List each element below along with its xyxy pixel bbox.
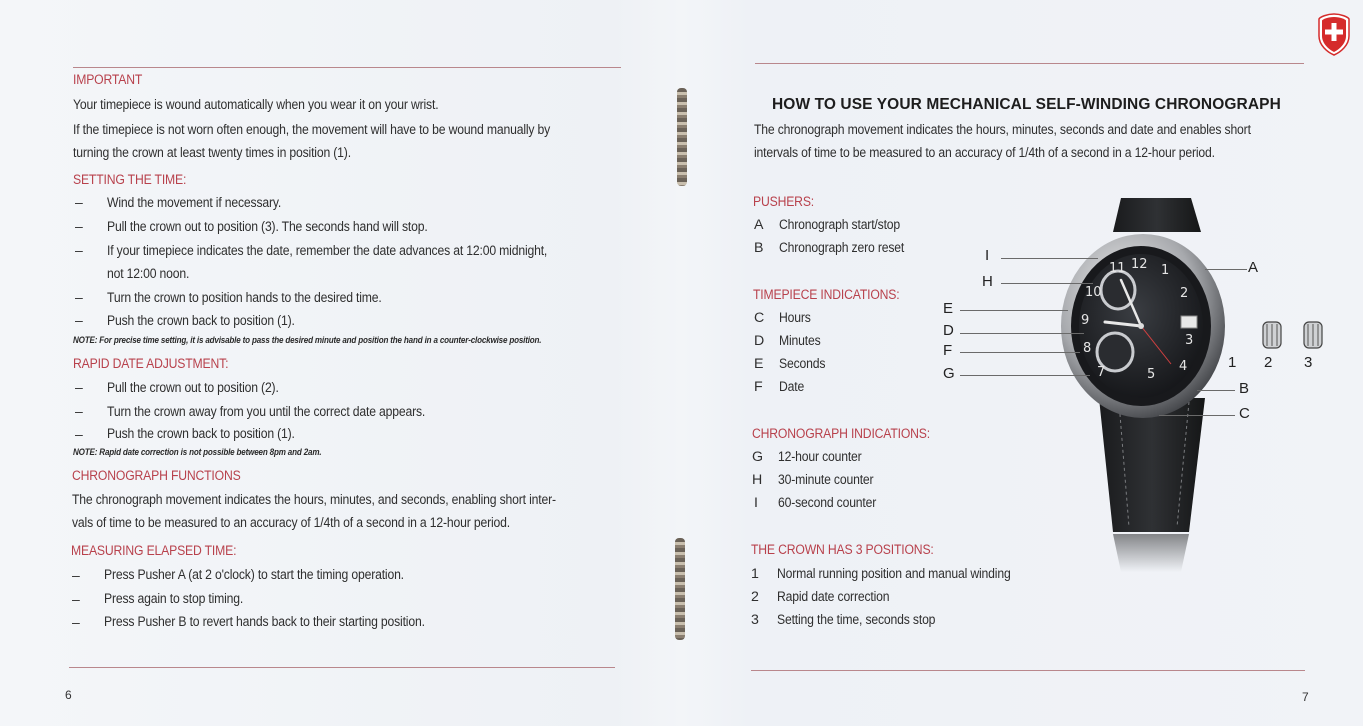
callout-e: E	[943, 300, 954, 317]
leader-line	[1159, 415, 1235, 416]
chrono-key: H	[752, 472, 763, 488]
timepiece-heading: TIMEPIECE INDICATIONS:	[753, 287, 900, 303]
page-number: 6	[65, 688, 72, 702]
callout-c: C	[1239, 405, 1250, 422]
chrono-functions-heading: CHRONOGRAPH FUNCTIONS	[72, 468, 241, 484]
list-dash: –	[75, 426, 83, 442]
rapid-note: NOTE: Rapid date correction is not possible between 8pm and 2am.	[73, 446, 322, 457]
crown-position-1: 1	[1228, 354, 1237, 371]
dial-numeral: 2	[1180, 286, 1189, 301]
crown-key: 3	[751, 612, 759, 628]
callout-f: F	[943, 342, 953, 359]
pusher-key: A	[754, 217, 764, 233]
dial-numeral: 11	[1109, 261, 1126, 276]
leader-line	[960, 310, 1068, 311]
leader-line	[960, 333, 1084, 334]
timepiece-label: Hours	[779, 310, 811, 326]
swiss-cross-shield-icon	[1317, 12, 1351, 56]
callout-b: B	[1239, 380, 1250, 397]
important-line: Your timepiece is wound automatically when you wear it on your wrist.	[73, 97, 439, 113]
right-page	[681, 0, 1363, 726]
list-item: Wind the movement if necessary.	[107, 195, 282, 211]
crown-label: Normal running position and manual winding	[777, 566, 1011, 582]
timepiece-key: C	[754, 310, 765, 326]
crown-heading: THE CROWN HAS 3 POSITIONS:	[751, 542, 934, 558]
list-item: Turn the crown away from you until the correct date appears.	[107, 404, 426, 420]
leader-line	[960, 352, 1080, 353]
top-rule	[73, 67, 621, 68]
chrono-key: I	[754, 495, 758, 511]
list-item: not 12:00 noon.	[107, 266, 190, 282]
timepiece-label: Minutes	[779, 333, 821, 349]
leader-line	[1205, 269, 1247, 270]
list-dash: –	[72, 614, 80, 630]
list-item: Push the crown back to position (1).	[107, 426, 295, 442]
intro-line: intervals of time to be measured to an accuracy of 1/4th of a second in a 12-hour period.	[754, 145, 1215, 161]
page-number: 7	[1302, 690, 1309, 704]
chrono-line: The chronograph movement indicates the hours, minutes, and seconds, enabling short inter-	[72, 492, 556, 508]
crown-position-icon	[1260, 318, 1284, 354]
chrono-line: vals of time to be measured to an accuracy of 1/4th of a second in a 12-hour period.	[72, 515, 510, 531]
chrono-key: G	[752, 449, 764, 465]
leader-line	[1001, 258, 1098, 259]
crown-position-3: 3	[1304, 354, 1313, 371]
dial-numeral: 12	[1131, 257, 1148, 272]
list-dash: –	[72, 567, 80, 583]
list-item: Press again to stop timing.	[104, 591, 244, 607]
callout-d: D	[943, 322, 954, 339]
list-item: Press Pusher B to revert hands back to their starting position.	[104, 614, 425, 630]
important-line: If the timepiece is not worn often enough, the movement will have to be wound manually by	[73, 122, 551, 138]
rapid-date-heading: RAPID DATE ADJUSTMENT:	[73, 356, 229, 372]
chrono-indications-heading: CHRONOGRAPH INDICATIONS:	[752, 426, 931, 442]
pusher-label: Chronograph start/stop	[779, 217, 901, 233]
dial-numeral: 10	[1085, 285, 1102, 300]
list-dash: –	[75, 242, 83, 258]
timepiece-key: D	[754, 333, 765, 349]
list-item: Pull the crown out to position (3). The seconds hand will stop.	[107, 219, 428, 235]
leader-line	[1197, 390, 1235, 391]
list-item: Push the crown back to position (1).	[107, 313, 295, 329]
crown-key: 1	[751, 566, 759, 582]
callout-g: G	[943, 365, 955, 382]
list-item: If your timepiece indicates the date, remember the date advances at 12:00 midnight,	[107, 243, 548, 259]
callout-h: H	[982, 273, 993, 290]
list-dash: –	[75, 379, 83, 395]
timepiece-key: E	[754, 356, 764, 372]
list-dash: –	[72, 591, 80, 607]
pusher-key: B	[754, 240, 764, 256]
callout-a: A	[1248, 259, 1259, 276]
crown-key: 2	[751, 589, 759, 605]
chrono-label: 60-second counter	[778, 495, 877, 511]
bottom-rule	[751, 670, 1305, 671]
callout-i: I	[985, 247, 990, 264]
chronograph-watch-illustration	[1021, 192, 1261, 572]
setting-time-heading: SETTING THE TIME:	[73, 172, 187, 188]
page-title: HOW TO USE YOUR MECHANICAL SELF-WINDING CHRONOGRAPH	[772, 96, 1281, 113]
list-dash: –	[75, 194, 83, 210]
leader-line	[1001, 283, 1093, 284]
list-item: Turn the crown to position hands to the desired time.	[107, 290, 382, 306]
important-heading: IMPORTANT	[73, 72, 143, 88]
crown-label: Setting the time, seconds stop	[777, 612, 936, 628]
left-page	[0, 0, 681, 726]
dial-numeral: 1	[1161, 263, 1170, 278]
list-dash: –	[75, 218, 83, 234]
crown-position-2: 2	[1264, 354, 1273, 371]
list-dash: –	[75, 289, 83, 305]
dial-numeral: 3	[1185, 333, 1194, 348]
timepiece-key: F	[754, 379, 763, 395]
dial-numeral: 8	[1083, 341, 1092, 356]
pushers-heading: PUSHERS:	[753, 194, 815, 210]
intro-line: The chronograph movement indicates the hours, minutes, seconds and date and enables short	[754, 122, 1251, 138]
measuring-heading: MEASURING ELAPSED TIME:	[71, 543, 237, 559]
dial-numeral: 5	[1147, 367, 1156, 382]
list-item: Press Pusher A (at 2 o'clock) to start the timing operation.	[104, 567, 404, 583]
important-line: turning the crown at least twenty times in position (1).	[73, 145, 351, 161]
chrono-label: 30-minute counter	[778, 472, 874, 488]
chrono-label: 12-hour counter	[778, 449, 862, 465]
crown-position-icon	[1301, 318, 1325, 354]
dial-numeral: 9	[1081, 313, 1090, 328]
list-dash: –	[75, 312, 83, 328]
dial-numeral: 4	[1179, 359, 1188, 374]
list-dash: –	[75, 403, 83, 419]
dial-numeral: 7	[1097, 365, 1106, 380]
list-item: Pull the crown out to position (2).	[107, 380, 279, 396]
top-rule	[755, 63, 1304, 64]
bottom-rule	[69, 667, 615, 668]
crown-label: Rapid date correction	[777, 589, 890, 605]
pusher-label: Chronograph zero reset	[779, 240, 905, 256]
timepiece-label: Seconds	[779, 356, 826, 372]
leader-line	[960, 375, 1090, 376]
timepiece-label: Date	[779, 379, 805, 395]
setting-note: NOTE: For precise time setting, it is advisable to pass the desired minute and position the hand in a counter-clockwise position.	[73, 334, 542, 345]
